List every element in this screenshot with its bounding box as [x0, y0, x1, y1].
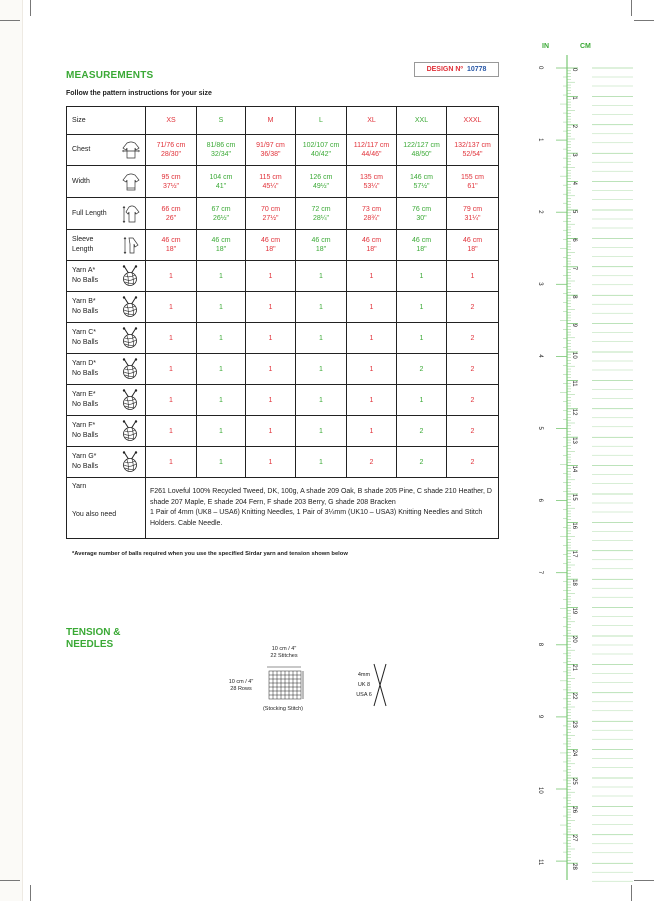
inch-value: 28¼" — [312, 214, 330, 222]
yarn-name: Yarn B* — [72, 298, 96, 305]
design-number-box — [414, 62, 499, 77]
cm-value: 46 cm — [311, 237, 331, 244]
no-balls-label: No Balls — [72, 339, 99, 346]
inch-value: 26½" — [212, 214, 230, 222]
ball-count-cell: 1 — [296, 292, 347, 323]
measurement-cell — [246, 230, 296, 261]
svg-text:6: 6 — [537, 498, 543, 502]
ball-count-cell: 1 — [146, 261, 197, 292]
inch-value: 18" — [265, 246, 276, 253]
svg-text:1: 1 — [571, 96, 577, 100]
measurement-cell — [197, 135, 246, 166]
needle-size-mm: 4mm — [357, 672, 371, 678]
measurement-cell — [246, 166, 296, 198]
inch-value: 44/46" — [361, 151, 382, 158]
measurement-cell — [397, 166, 447, 198]
size-header: XXL — [397, 107, 447, 135]
yarn-row-label — [67, 323, 146, 354]
size-header-row — [67, 107, 499, 135]
cm-value: 46 cm — [361, 237, 382, 244]
yarn-name: Yarn F* — [72, 422, 96, 429]
inch-value: 18" — [416, 246, 427, 253]
cm-value: 66 cm — [161, 205, 181, 213]
cm-value: 115 cm — [259, 173, 282, 181]
yarn-row-label — [67, 416, 146, 447]
svg-text:1: 1 — [537, 138, 543, 142]
ball-count-cell: 2 — [447, 292, 499, 323]
measurement-cell — [296, 166, 347, 198]
svg-text:18: 18 — [571, 579, 577, 586]
ball-count-cell: 1 — [246, 261, 296, 292]
ball-count-cell: 1 — [296, 323, 347, 354]
ball-count-cell: 1 — [347, 292, 397, 323]
crop-mark — [30, 0, 31, 16]
ball-count-cell: 1 — [246, 323, 296, 354]
needle-size-usa: USA 6 — [356, 692, 372, 698]
ball-count-cell: 1 — [347, 354, 397, 385]
no-balls-label: No Balls — [72, 308, 99, 315]
inch-value: 37½" — [162, 182, 180, 190]
svg-text:0: 0 — [571, 68, 577, 72]
cm-value: 70 cm — [260, 205, 281, 213]
ball-count-cell: 1 — [296, 261, 347, 292]
cm-value: 46 cm — [462, 237, 483, 244]
ball-count-cell: 1 — [146, 323, 197, 354]
cm-value: 132/137 cm — [454, 142, 491, 149]
inch-value: 32/34" — [210, 151, 231, 158]
ball-count-cell: 1 — [397, 292, 447, 323]
ball-count-cell: 2 — [447, 323, 499, 354]
measurement-cell — [397, 198, 447, 230]
measurement-cell — [347, 230, 397, 261]
cm-value: 104 cm — [209, 173, 233, 181]
ball-count-cell: 1 — [397, 323, 447, 354]
inch-value: 18" — [165, 246, 177, 253]
design-number: 10778 — [466, 66, 487, 73]
inch-value: 48/50" — [411, 151, 432, 158]
measurement-cell — [296, 230, 347, 261]
ball-count-cell: 1 — [197, 292, 246, 323]
tension-heading-line2: NEEDLES — [66, 639, 114, 650]
row-label — [67, 135, 146, 166]
yarn-row — [67, 261, 499, 292]
svg-text:28: 28 — [571, 863, 577, 870]
svg-text:24: 24 — [571, 749, 577, 757]
measurement-cell — [447, 135, 499, 166]
measurement-cell — [197, 230, 246, 261]
cm-value: 46 cm — [161, 237, 181, 244]
measurement-cell — [246, 198, 296, 230]
svg-text:25: 25 — [571, 778, 577, 785]
crop-mark — [30, 885, 31, 901]
ball-count-cell: 2 — [347, 447, 397, 478]
measurement-cell — [197, 198, 246, 230]
measurement-cell — [447, 230, 499, 261]
row-label — [67, 230, 146, 261]
ball-count-cell: 1 — [397, 261, 447, 292]
svg-text:11: 11 — [571, 380, 577, 387]
inch-value: 52/54" — [462, 151, 483, 158]
svg-text:22: 22 — [571, 692, 577, 700]
measurement-cell — [447, 166, 499, 198]
ball-count-cell: 1 — [146, 292, 197, 323]
svg-text:11: 11 — [537, 859, 543, 866]
svg-text:8: 8 — [571, 295, 577, 299]
ball-count-cell: 1 — [296, 385, 347, 416]
needles-description: 1 Pair of 4mm (UK8 – USA6) Knitting Needles, 1 Pair of 3¼mm (UK10 – USA3) Knitting Needles and Stitch Holders. Cable Needle. — [150, 509, 483, 527]
measurement-cell — [197, 166, 246, 198]
yarn-row — [67, 416, 499, 447]
measurement-row — [67, 135, 499, 166]
ruler-scale — [520, 0, 654, 901]
cm-value: 46 cm — [211, 237, 231, 244]
ball-count-cell: 1 — [296, 354, 347, 385]
ball-count-cell: 2 — [447, 416, 499, 447]
measurement-cell — [246, 135, 296, 166]
ball-count-cell: 1 — [197, 323, 246, 354]
measurement-cell — [347, 198, 397, 230]
knitting-needles-icon — [372, 662, 388, 708]
ball-count-cell: 1 — [146, 416, 197, 447]
cm-value: 91/97 cm — [256, 142, 285, 149]
svg-text:27: 27 — [571, 834, 577, 842]
svg-text:5: 5 — [571, 210, 577, 214]
tension-height-label — [220, 679, 262, 693]
cm-value: 112/117 cm — [353, 142, 390, 149]
row-label-text: Length — [72, 246, 94, 253]
ball-count-cell: 1 — [246, 416, 296, 447]
inch-value: 18" — [315, 246, 327, 253]
measurement-row — [67, 230, 499, 261]
yarn-row — [67, 385, 499, 416]
yarn-info-row — [67, 478, 499, 539]
svg-text:4: 4 — [537, 354, 543, 358]
yarn-name: Yarn A* — [72, 267, 96, 274]
measurement-cell — [146, 166, 197, 198]
size-label: Size — [67, 107, 146, 135]
stocking-stitch-label: (Stocking Stitch) — [262, 706, 304, 712]
tension-heading — [66, 627, 120, 651]
needle-size-uk: UK 8 — [357, 682, 371, 688]
ball-count-cell: 1 — [197, 385, 246, 416]
cm-value: 46 cm — [260, 237, 281, 244]
ball-count-cell: 1 — [146, 447, 197, 478]
yarn-name: Yarn G* — [72, 453, 97, 460]
yarn-description: F261 Loveful 100% Recycled Tweed, DK, 100g, A shade 209 Oak, B shade 205 Pine, C shade 210 Heather, D shade 207 Maple, E shade 204 Fern, F shade 203 Berry, G shade 208 Bracken — [150, 488, 492, 506]
svg-text:16: 16 — [571, 522, 577, 530]
yarn-row — [67, 354, 499, 385]
measurement-cell — [146, 198, 197, 230]
no-balls-label: No Balls — [72, 463, 99, 470]
row-label-text: Sleeve — [72, 236, 94, 243]
yarn-row-label — [67, 385, 146, 416]
size-header: XL — [347, 107, 397, 135]
svg-text:3: 3 — [571, 153, 577, 157]
svg-text:14: 14 — [571, 465, 577, 473]
ball-count-cell: 2 — [397, 447, 447, 478]
ball-count-cell: 1 — [397, 385, 447, 416]
yarn-name: Yarn D* — [72, 360, 96, 367]
yarn-row-label — [67, 292, 146, 323]
inch-value: 31¼" — [464, 214, 481, 222]
svg-text:21: 21 — [571, 664, 577, 672]
tension-stitches: 22 Stitches — [270, 653, 298, 659]
cm-value: 146 cm — [410, 173, 433, 181]
cm-value: 155 cm — [461, 173, 484, 181]
inch-value: 49½" — [312, 182, 330, 190]
cm-value: 76 cm — [411, 205, 432, 213]
svg-text:6: 6 — [571, 238, 577, 242]
measurement-cell — [146, 135, 197, 166]
cm-value: 126 cm — [309, 173, 333, 181]
measurement-cell — [296, 198, 347, 230]
yarn-name: Yarn E* — [72, 391, 96, 398]
svg-text:0: 0 — [537, 66, 543, 70]
ball-count-cell: 1 — [447, 261, 499, 292]
yarn-info-text — [146, 478, 499, 539]
ball-count-cell: 2 — [397, 416, 447, 447]
cm-value: 46 cm — [411, 237, 432, 244]
svg-text:23: 23 — [571, 721, 577, 728]
yarn-info-labels — [67, 478, 146, 539]
cm-value: 102/107 cm — [302, 142, 340, 149]
yarn-row-label — [67, 261, 146, 292]
ball-count-cell: 2 — [397, 354, 447, 385]
tension-heading-line1: TENSION & — [66, 627, 121, 638]
inch-value: 61" — [467, 182, 478, 190]
svg-text:3: 3 — [537, 282, 543, 286]
ball-count-cell: 1 — [246, 292, 296, 323]
ball-count-cell: 2 — [447, 447, 499, 478]
svg-text:12: 12 — [571, 408, 577, 416]
svg-text:2: 2 — [571, 124, 577, 129]
inch-value: 40/42" — [310, 151, 331, 158]
row-label — [67, 166, 146, 198]
svg-text:7: 7 — [571, 266, 577, 271]
you-also-need-label: You also need — [72, 511, 117, 518]
ball-count-cell: 1 — [296, 447, 347, 478]
ball-count-cell: 1 — [347, 261, 397, 292]
measurement-row — [67, 198, 499, 230]
cm-value: 71/76 cm — [156, 142, 186, 149]
cm-value: 73 cm — [361, 205, 382, 213]
ball-count-cell: 1 — [197, 354, 246, 385]
yarn-row — [67, 292, 499, 323]
measurement-cell — [397, 135, 447, 166]
yarn-row — [67, 323, 499, 354]
svg-text:19: 19 — [571, 607, 577, 615]
crop-mark — [0, 20, 20, 21]
crop-mark — [0, 880, 20, 881]
measurements-heading: MEASUREMENTS — [66, 70, 154, 81]
ball-count-cell: 1 — [296, 416, 347, 447]
ball-count-cell: 1 — [246, 354, 296, 385]
ball-count-cell: 1 — [146, 385, 197, 416]
measurement-cell — [347, 166, 397, 198]
ball-count-cell: 1 — [197, 261, 246, 292]
svg-text:4: 4 — [571, 181, 577, 185]
measurement-row — [67, 166, 499, 198]
inch-value: 28/30" — [160, 151, 181, 158]
cm-value: 135 cm — [360, 173, 383, 181]
row-label-text: Chest — [72, 146, 91, 153]
no-balls-label: No Balls — [72, 277, 99, 284]
inch-value: 57½" — [413, 182, 430, 190]
size-header: M — [246, 107, 296, 135]
ruler-inch-label: IN — [542, 43, 549, 50]
page-edge — [0, 0, 23, 901]
cm-value: 67 cm — [211, 205, 231, 213]
inch-value: 18" — [366, 246, 377, 253]
inch-value: 53¼" — [363, 182, 380, 190]
ball-count-cell: 1 — [197, 447, 246, 478]
inch-value: 41" — [215, 182, 227, 190]
tension-width-measure: 10 cm / 4" — [271, 646, 297, 652]
tension-width-label — [254, 646, 314, 660]
svg-text:2: 2 — [537, 210, 543, 214]
row-label-text: Width — [72, 177, 90, 185]
size-header: XXXL — [447, 107, 499, 135]
yarn-name: Yarn C* — [72, 329, 96, 336]
measurement-cell — [447, 198, 499, 230]
ball-count-cell: 2 — [447, 354, 499, 385]
measurement-cell — [397, 230, 447, 261]
yarn-row-label — [67, 447, 146, 478]
inch-value: 45¼" — [262, 182, 279, 190]
svg-text:5: 5 — [537, 426, 543, 430]
measurements-table — [66, 106, 499, 539]
tension-height-measure: 10 cm / 4" — [228, 679, 254, 685]
cm-value: 95 cm — [161, 173, 181, 181]
ball-count-cell: 1 — [347, 385, 397, 416]
cm-value: 81/86 cm — [206, 142, 236, 149]
ball-count-cell: 1 — [347, 416, 397, 447]
yarn-row-label — [67, 354, 146, 385]
no-balls-label: No Balls — [72, 370, 99, 377]
yarn-row — [67, 447, 499, 478]
inch-value: 30" — [416, 214, 427, 222]
svg-text:26: 26 — [571, 806, 577, 814]
measurement-cell — [347, 135, 397, 166]
svg-text:10: 10 — [537, 787, 543, 794]
ball-count-cell: 1 — [146, 354, 197, 385]
pattern-subtitle: Follow the pattern instructions for your size — [66, 90, 212, 97]
ruler-cm-label: CM — [580, 43, 591, 50]
tension-rows: 28 Rows — [230, 686, 252, 692]
ball-count-cell: 1 — [347, 323, 397, 354]
svg-text:15: 15 — [571, 494, 577, 501]
svg-text:8: 8 — [537, 642, 543, 647]
ruler — [520, 0, 654, 901]
ball-count-cell: 1 — [197, 416, 246, 447]
design-label: DESIGN Nº — [426, 66, 463, 73]
svg-text:9: 9 — [537, 714, 543, 719]
yarn-label: Yarn — [72, 483, 87, 490]
svg-text:17: 17 — [571, 550, 577, 558]
svg-text:13: 13 — [571, 437, 577, 444]
ball-count-cell: 1 — [246, 447, 296, 478]
svg-text:9: 9 — [571, 323, 577, 327]
inch-value: 18" — [467, 246, 478, 253]
cm-value: 72 cm — [311, 205, 331, 213]
cm-value: 122/127 cm — [403, 142, 440, 149]
inch-value: 28¾" — [363, 214, 380, 222]
no-balls-label: No Balls — [72, 401, 99, 408]
inch-value: 18" — [215, 246, 227, 253]
measurement-cell — [146, 230, 197, 261]
tension-swatch-grid-icon — [263, 665, 309, 705]
inch-value: 27½" — [262, 214, 279, 222]
measurement-cell — [296, 135, 347, 166]
row-label — [67, 198, 146, 230]
ball-count-cell: 2 — [447, 385, 499, 416]
svg-text:20: 20 — [571, 636, 577, 643]
inch-value: 26" — [165, 214, 177, 222]
footnote: *Average number of balls required when you use the specified Sirdar yarn and tension shown below — [72, 551, 348, 557]
cm-value: 79 cm — [462, 205, 483, 213]
ball-count-cell: 1 — [246, 385, 296, 416]
size-header: XS — [146, 107, 197, 135]
inch-value: 36/38" — [260, 151, 281, 158]
row-label-text: Full Length — [72, 209, 107, 217]
svg-text:7: 7 — [537, 570, 543, 575]
size-header: S — [197, 107, 246, 135]
size-header: L — [296, 107, 347, 135]
no-balls-label: No Balls — [72, 432, 99, 439]
svg-text:10: 10 — [571, 352, 577, 359]
